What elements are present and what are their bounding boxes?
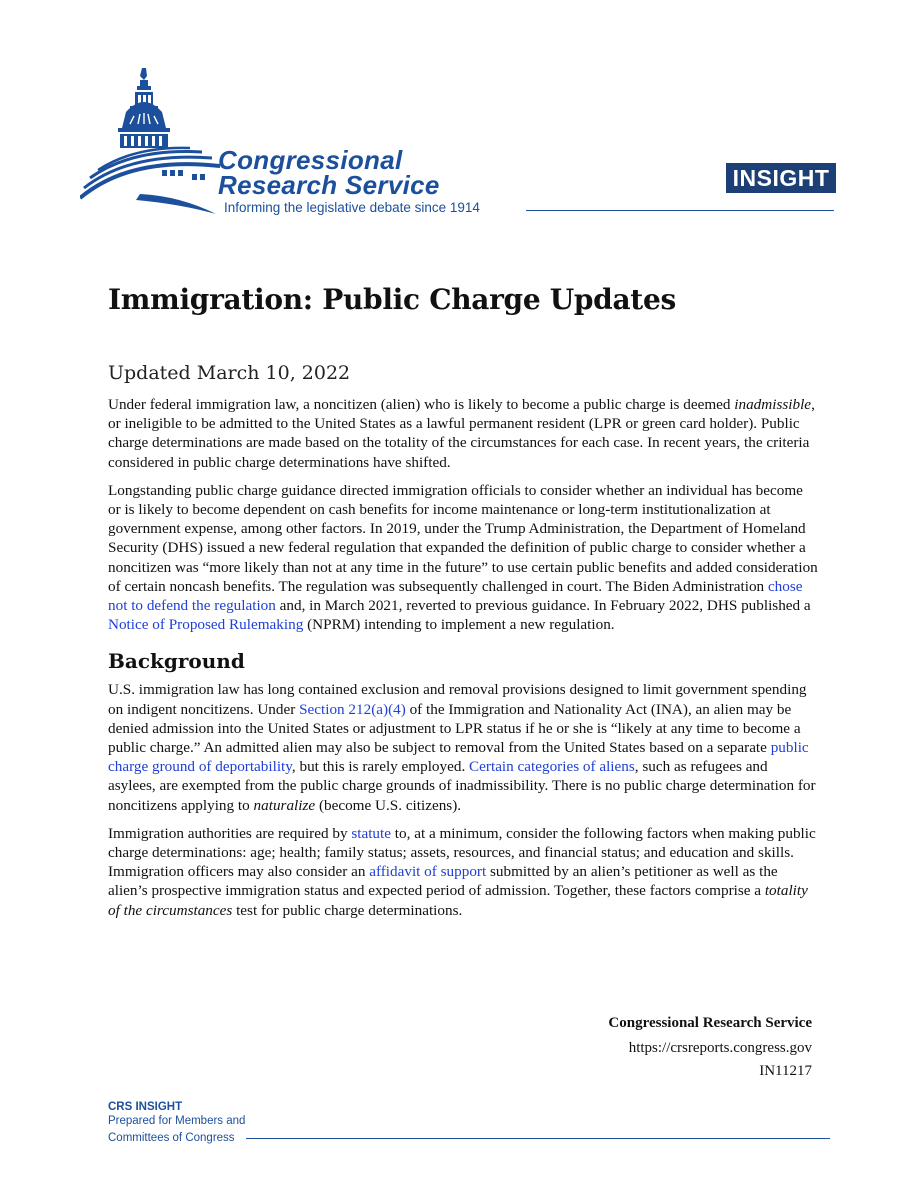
- footer-divider: [246, 1138, 830, 1139]
- body-content: [108, 395, 818, 929]
- link-deportability[interactable]: public charge ground of deportability: [108, 739, 809, 776]
- text-span: , such as refugees and asylees, are exempted from the public charge grounds of inadmissibility. There is no public charge determination for noncitizens applying to: [108, 758, 816, 814]
- updated-date: Updated March 10, 2022: [108, 362, 351, 384]
- text-span: Longstanding public charge guidance directed immigration officials to consider whether an individual has become or is likely to become dependent on cash benefits for income maintenance or long-term institutionalization at government expense, among other factors. In 2019, under the Trump Administration, the Department of Homeland Security (DHS) issued a new federal regulation that expanded the definition of public charge to consider whether a noncitizen was “more likely than not at any time in the future” to use certain public benefits and added consideration of certain noncash benefits. The regulation was subsequently challenged in court. The Biden Administration: [108, 481, 818, 595]
- footer-crs-insight-label: CRS INSIGHT: [108, 1101, 183, 1113]
- text-span: submitted by an alien’s petitioner as well as the alien’s prospective immigration status and expected period of admission. Together, these factors comprise a: [108, 863, 778, 900]
- paragraph-background: [108, 680, 818, 814]
- text-span: , or ineligible to be admitted to the United States as a lawful permanent resident (LPR or green card holder). Public charge determinations are made based on the totality of the circumstances for each case. In recent years, the criteria considered in public charge determinations have shifted.: [108, 396, 815, 471]
- logo-name-line2: Research Service: [218, 170, 440, 200]
- section-heading-background: Background: [108, 649, 245, 674]
- footer-prepared-line1: Prepared for Members and: [108, 1115, 246, 1127]
- text-span: test for public charge determinations.: [232, 901, 463, 919]
- insight-badge: INSIGHT: [726, 163, 836, 193]
- link-chose-not-to-defend[interactable]: chose not to defend the regulation: [108, 577, 803, 615]
- emphasis-inadmissible: inadmissible: [734, 396, 812, 413]
- footer-report-id: IN11217: [759, 1063, 812, 1079]
- link-section-212[interactable]: Section 212(a)(4): [299, 700, 406, 718]
- text-span: , but this is rarely employed.: [291, 758, 470, 776]
- page-title: Immigration: Public Charge Updates: [108, 283, 676, 316]
- paragraph-factors: [108, 824, 818, 920]
- link-statute[interactable]: statute: [351, 824, 391, 842]
- paragraph-intro: [108, 395, 818, 472]
- text-span: Under federal immigration law, a noncitizen (alien) who is likely to become a public charge is deemed: [108, 396, 735, 413]
- text-span: of the Immigration and Nationality Act (INA), an alien may be denied admission into the United States or adjustment to LPR status if he or she is “likely at any time to become a public charge.” An admitted alien may also be subject to removal from the United States based on a separate: [108, 700, 801, 757]
- footer-url[interactable]: https://crsreports.congress.gov: [628, 1040, 812, 1056]
- emphasis-totality: totality of the circumstances: [108, 882, 808, 919]
- text-span: U.S. immigration law has long contained exclusion and removal provisions designed to limit government spending on indigent noncitizens. Under: [108, 681, 807, 718]
- link-nprm[interactable]: Notice of Proposed Rulemaking: [108, 616, 304, 634]
- crs-capitol-dome-logo-icon: [80, 66, 220, 216]
- footer-crs-name: Congressional Research Service: [608, 1015, 812, 1031]
- footer-prepared-line2: Committees of Congress: [108, 1132, 235, 1144]
- logo-name-line1: Congressional: [218, 145, 403, 175]
- text-span: Immigration authorities are required by: [108, 824, 352, 842]
- link-certain-categories[interactable]: Certain categories of aliens: [469, 758, 635, 776]
- paragraph-guidance: [108, 481, 818, 635]
- text-span: (become U.S. citizens).: [315, 796, 462, 814]
- link-affidavit-of-support[interactable]: affidavit of support: [369, 863, 487, 881]
- text-span: and, in March 2021, reverted to previous guidance. In February 2022, DHS published a: [275, 597, 811, 615]
- logo-tagline: Informing the legislative debate since 1914: [224, 200, 480, 215]
- text-span: (NPRM) intending to implement a new regulation.: [303, 616, 615, 634]
- emphasis-naturalize: naturalize: [253, 796, 316, 814]
- header-divider: [526, 210, 834, 211]
- text-span: to, at a minimum, consider the following factors when making public charge determinations: age; health; family status; assets, resources, and financial status; and education and skills. Immigration officers may also consider an: [108, 824, 816, 881]
